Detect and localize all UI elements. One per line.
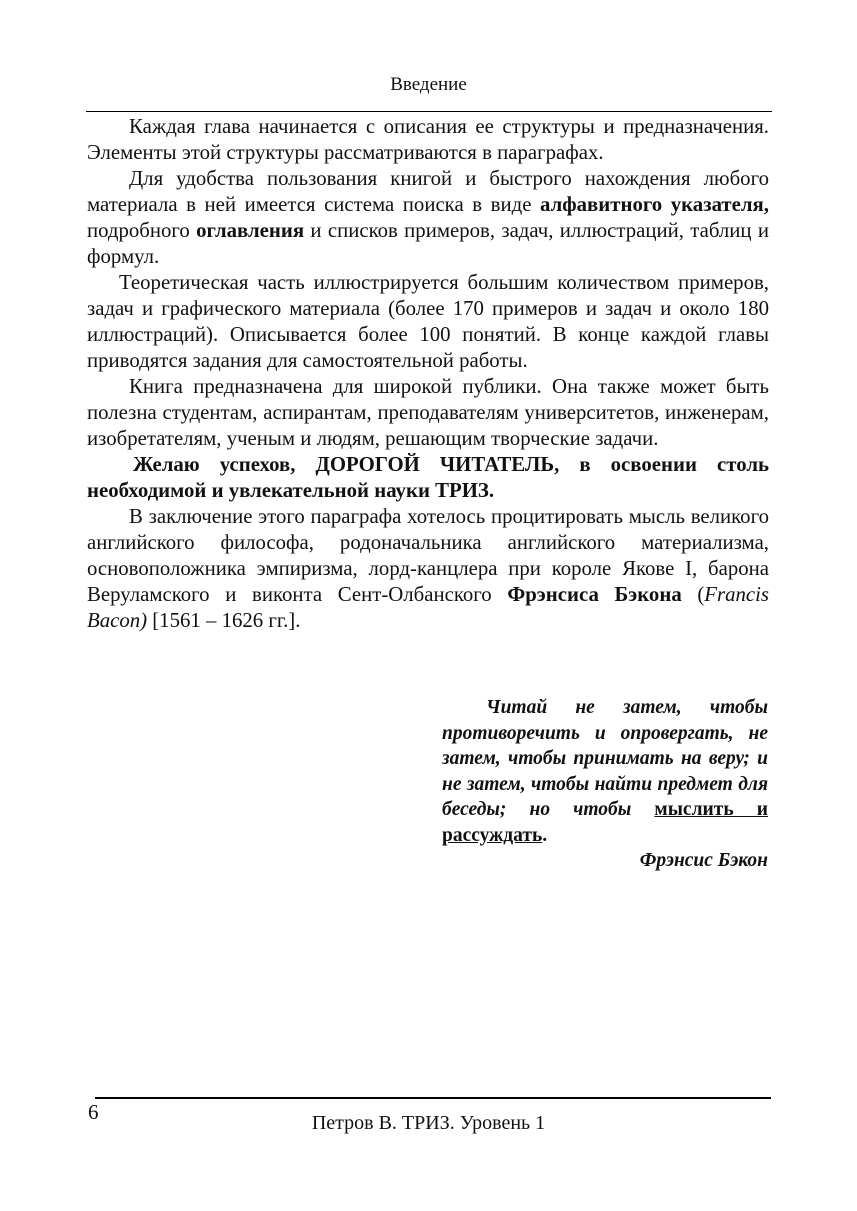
footer-divider [95, 1097, 771, 1099]
running-header: Введение [390, 74, 467, 95]
paragraph-2-text-c: подробного [87, 219, 197, 242]
paragraph-2-text-d: и списков примеров, задач, иллюстраций, таблиц и формул. [87, 219, 770, 268]
paragraph-2 [87, 166, 769, 270]
main-text [87, 114, 769, 634]
paragraph-4: Книга предназначена для широкой публики. Она также может быть полезна студентам, аспирантам, преподавателям университетов, инженерам, изобретателям, ученым и людям, решающим творческие задачи. [87, 375, 769, 450]
running-footer: Петров В. ТРИЗ. Уровень 1 [311, 1112, 546, 1134]
page-number: 6 [88, 1100, 99, 1124]
paragraph-2-bold-contents: оглавления [196, 219, 305, 242]
epigraph [442, 695, 768, 874]
paragraph-3: Теоретическая часть иллюстрируется большим количеством примеров, задач и графического материала (более 170 примеров и задач и около 180 иллюстраций). Описывается более 100 понятий. В конце каждой главы приводятся задания для самостоятельной работы. [87, 271, 769, 372]
header-divider [86, 111, 772, 112]
paragraph-6 [87, 504, 769, 634]
epigraph-quote-text: Читай не затем, чтобы противоречить и опровергать, не затем, чтобы принимать на веру; и не затем, чтобы найти предмет для беседы; но чтобы [442, 697, 768, 820]
paragraph-2-text-a: Для удобства пользования книгой и быстрого нахождения любого материала в ней имеется система поиска в виде [87, 167, 769, 216]
paragraph-6-text-c: [1561 – 1626 гг.]. [147, 609, 301, 632]
paragraph-5 [87, 452, 769, 504]
paragraph-1: Каждая глава начинается с описания ее структуры и предназначения. Элементы этой структуры рассматриваются в параграфах. [87, 115, 769, 164]
epigraph-period: . [542, 824, 548, 846]
paragraph-6-text-b: ( [681, 583, 705, 606]
paragraph-6-text-a: В заключение этого параграфа хотелось процитировать мысль великого английского философа, родоначальника английского материализма, основоположника эмпиризма, лорд-канцлера при короле Якове I, барона Веруламского и виконта Сент-Олбанского [87, 505, 769, 606]
epigraph-quote [442, 695, 768, 848]
paragraph-6-latin-name: Francis Bacon) [87, 583, 769, 632]
epigraph-underlined-phrase: мыслить и рассуждать [442, 799, 768, 846]
paragraph-6-bold-name: Фрэнсиса Бэкона [507, 583, 682, 606]
paragraph-2-bold-index: алфавитного указателя, [540, 193, 769, 216]
paragraph-5-bold: Желаю успехов, ДОРОГОЙ ЧИТАТЕЛЬ, в освоении столь необходимой и увлекательной науки ТРИЗ. [87, 453, 769, 502]
epigraph-author: Фрэнсис Бэкон [639, 850, 768, 871]
